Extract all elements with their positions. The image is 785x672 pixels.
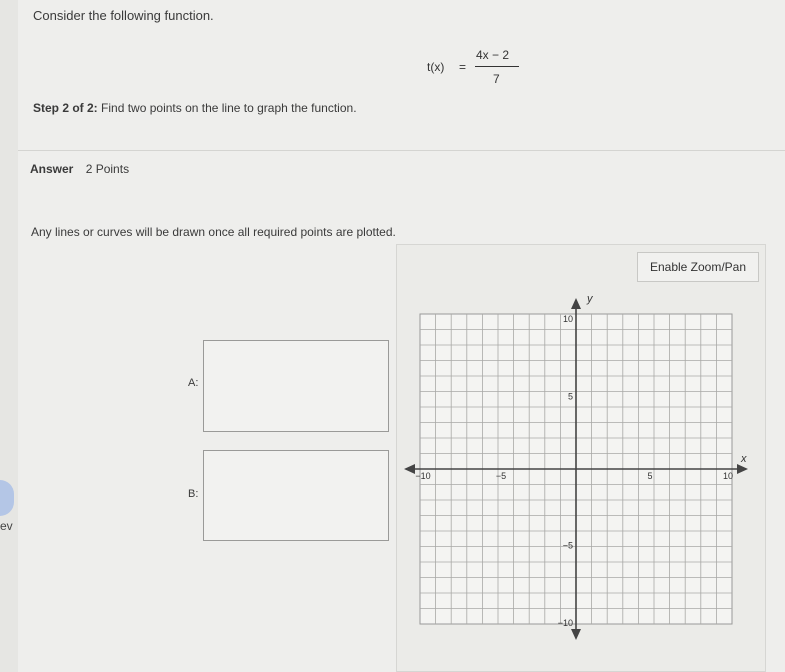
x-tick-label: 5: [647, 471, 653, 481]
question-intro: Consider the following function.: [33, 8, 214, 23]
graph-instruction: Any lines or curves will be drawn once all required points are plotted.: [31, 225, 396, 239]
y-tick-label: 5: [567, 391, 573, 402]
function-equals: =: [459, 60, 467, 74]
y-tick-label: −5: [562, 540, 573, 551]
x-axis-arrow-left: [404, 464, 415, 474]
x-axis-label: x: [741, 453, 747, 465]
enable-zoom-pan-button[interactable]: Enable Zoom/Pan: [637, 252, 759, 282]
x-tick-label: −10: [415, 471, 431, 481]
function-denominator: 7: [493, 72, 500, 86]
function-lhs: t(x): [427, 60, 445, 74]
y-tick-label: −10: [557, 618, 573, 628]
answer-label: Answer: [30, 162, 74, 176]
point-b-label: B:: [188, 488, 199, 500]
x-tick-label: 10: [722, 471, 734, 481]
point-a-label: A:: [188, 377, 199, 389]
function-numerator: 4x − 2: [476, 48, 510, 62]
x-axis-arrow-right: [737, 464, 748, 474]
answer-points: 2 Points: [85, 162, 130, 176]
step-text: Find two points on the line to graph the function.: [101, 101, 357, 115]
y-axis-arrow-down: [571, 629, 581, 640]
y-axis-label: y: [587, 293, 593, 305]
side-label: ev: [0, 519, 13, 533]
x-tick-label: −5: [495, 471, 507, 481]
step-label: Step 2 of 2:: [33, 101, 98, 115]
y-axis-arrow-up: [571, 298, 581, 309]
y-tick-label: 10: [562, 314, 573, 324]
